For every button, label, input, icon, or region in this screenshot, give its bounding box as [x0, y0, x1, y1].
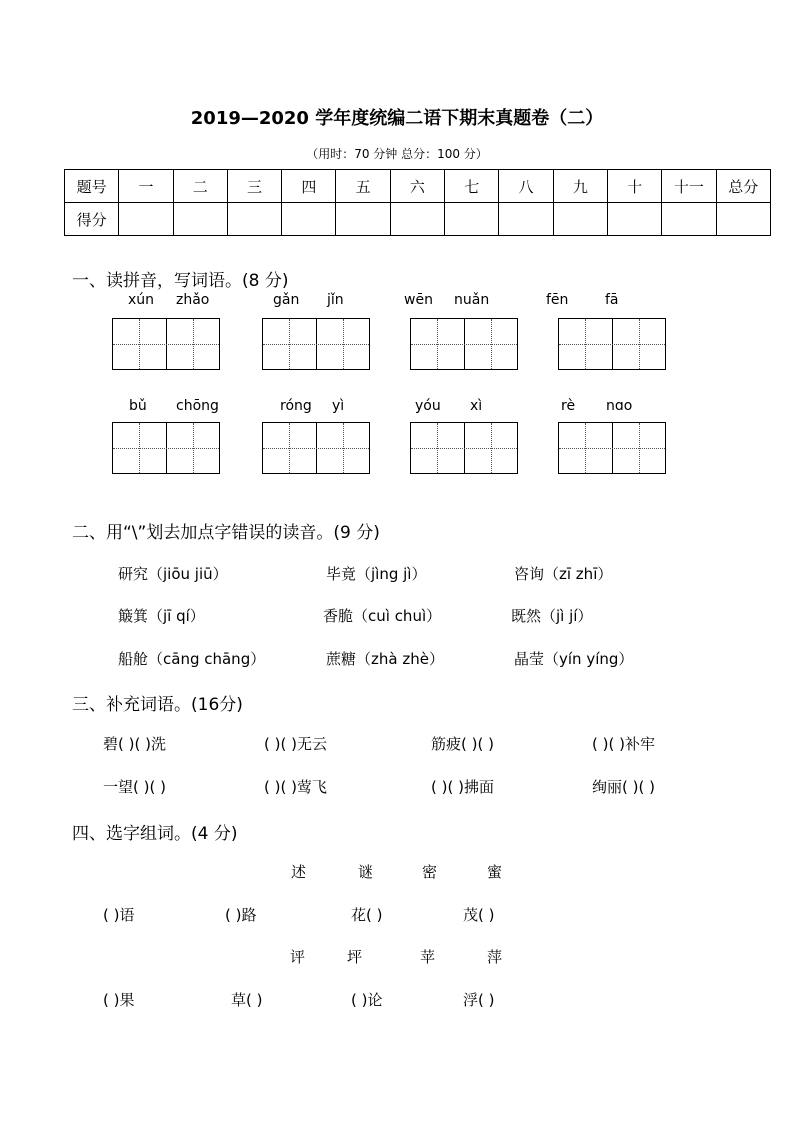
choice-char: 萍	[487, 948, 503, 966]
section3-heading: 三、补充词语。(16分)	[72, 695, 243, 715]
score-table-score-label: 得分	[65, 203, 119, 236]
word-blank: 草( )	[231, 991, 263, 1009]
score-table-header-label: 题号	[65, 170, 119, 203]
writing-grid[interactable]	[262, 318, 370, 370]
idiom-blank: 一望( )( )	[103, 778, 166, 796]
score-table-col: 十	[607, 170, 661, 203]
choice-char: 密	[422, 863, 438, 881]
choice-char: 述	[291, 863, 307, 881]
score-table-col: 十一	[662, 170, 716, 203]
score-table-col: 总分	[716, 170, 770, 203]
score-table-col: 八	[499, 170, 553, 203]
pinyin-label: yì	[332, 398, 345, 414]
idiom-blank: 筋疲( )( )	[431, 735, 494, 753]
pinyin-label: róng	[280, 398, 312, 414]
pinyin-label: jǐn	[327, 292, 344, 308]
score-cell[interactable]	[499, 203, 553, 236]
score-table-col: 二	[173, 170, 227, 203]
choice-char: 蜜	[487, 863, 503, 881]
score-table-header-row	[65, 170, 771, 203]
writing-grid[interactable]	[262, 422, 370, 474]
pinyin-label: zhǎo	[176, 292, 210, 308]
pinyin-label: rè	[561, 398, 576, 414]
writing-grid[interactable]	[410, 318, 518, 370]
pronunciation-item: 蔗糖（zhà zhè）	[326, 650, 444, 668]
idiom-blank: ( )( )无云	[264, 735, 327, 753]
pinyin-label: fā	[605, 292, 619, 308]
score-table	[64, 169, 771, 236]
idiom-blank: ( )( )拂面	[431, 778, 494, 796]
score-table-col: 一	[119, 170, 173, 203]
word-blank: 浮( )	[463, 991, 495, 1009]
pinyin-label: yóu	[415, 398, 441, 414]
score-cell[interactable]	[662, 203, 716, 236]
pronunciation-item: 香脆（cuì chuì）	[323, 607, 442, 625]
section2-heading: 二、用“\”划去加点字错误的读音。(9 分)	[72, 523, 380, 543]
pinyin-label: gǎn	[273, 292, 300, 308]
pinyin-label: xì	[470, 398, 483, 414]
pronunciation-item: 研究（jiōu jiū）	[118, 565, 228, 583]
word-blank: 花( )	[351, 906, 383, 924]
score-table-col: 四	[282, 170, 336, 203]
pronunciation-item: 咨询（zī zhī）	[514, 565, 613, 583]
section1-heading: 一、读拼音，写词语。(8 分)	[72, 271, 289, 291]
pinyin-label: bǔ	[129, 398, 147, 414]
section4-heading: 四、选字组词。(4 分)	[72, 824, 238, 844]
pinyin-label: xún	[128, 292, 155, 308]
score-cell[interactable]	[282, 203, 336, 236]
idiom-blank: ( )( )补牢	[592, 735, 655, 753]
word-blank: ( )论	[351, 991, 383, 1009]
word-blank: ( )路	[225, 906, 257, 924]
word-blank: ( )果	[103, 991, 135, 1009]
writing-grid[interactable]	[558, 422, 666, 474]
score-table-col: 五	[336, 170, 390, 203]
pinyin-label: nɑo	[606, 398, 633, 414]
page-subtitle: （用时：70 分钟 总分：100 分）	[306, 147, 488, 161]
writing-grid[interactable]	[112, 422, 220, 474]
score-table-col: 三	[227, 170, 281, 203]
writing-grid[interactable]	[112, 318, 220, 370]
choice-char: 坪	[347, 948, 363, 966]
score-cell[interactable]	[173, 203, 227, 236]
score-cell[interactable]	[607, 203, 661, 236]
pronunciation-item: 毕竟（jìng jì）	[326, 565, 427, 583]
pinyin-label: nuǎn	[454, 292, 490, 308]
pinyin-label: fēn	[546, 292, 569, 308]
score-cell[interactable]	[227, 203, 281, 236]
score-cell[interactable]	[445, 203, 499, 236]
choice-char: 苹	[420, 948, 436, 966]
score-table-col: 九	[553, 170, 607, 203]
idiom-blank: 绚丽( )( )	[592, 778, 655, 796]
score-table-col: 七	[445, 170, 499, 203]
pronunciation-item: 船舱（cāng chāng）	[118, 650, 266, 668]
pinyin-label: wēn	[404, 292, 433, 308]
choice-char: 评	[290, 948, 306, 966]
score-cell[interactable]	[119, 203, 173, 236]
idiom-blank: 碧( )( )洗	[103, 735, 166, 753]
pronunciation-item: 簸箕（jī qí）	[118, 607, 205, 625]
pinyin-label: chōng	[176, 398, 219, 414]
writing-grid[interactable]	[410, 422, 518, 474]
score-cell[interactable]	[390, 203, 444, 236]
score-table-score-row	[65, 203, 771, 236]
score-cell[interactable]	[716, 203, 770, 236]
idiom-blank: ( )( )莺飞	[264, 778, 327, 796]
page-title: 2019—2020 学年度统编二语下期末真题卷（二）	[190, 108, 604, 129]
word-blank: ( )语	[103, 906, 135, 924]
choice-char: 谜	[358, 863, 374, 881]
pronunciation-item: 晶莹（yín yíng）	[514, 650, 634, 668]
writing-grid[interactable]	[558, 318, 666, 370]
score-cell[interactable]	[553, 203, 607, 236]
word-blank: 茂( )	[463, 906, 495, 924]
score-cell[interactable]	[336, 203, 390, 236]
pronunciation-item: 既然（jì jí）	[511, 607, 593, 625]
score-table-col: 六	[390, 170, 444, 203]
